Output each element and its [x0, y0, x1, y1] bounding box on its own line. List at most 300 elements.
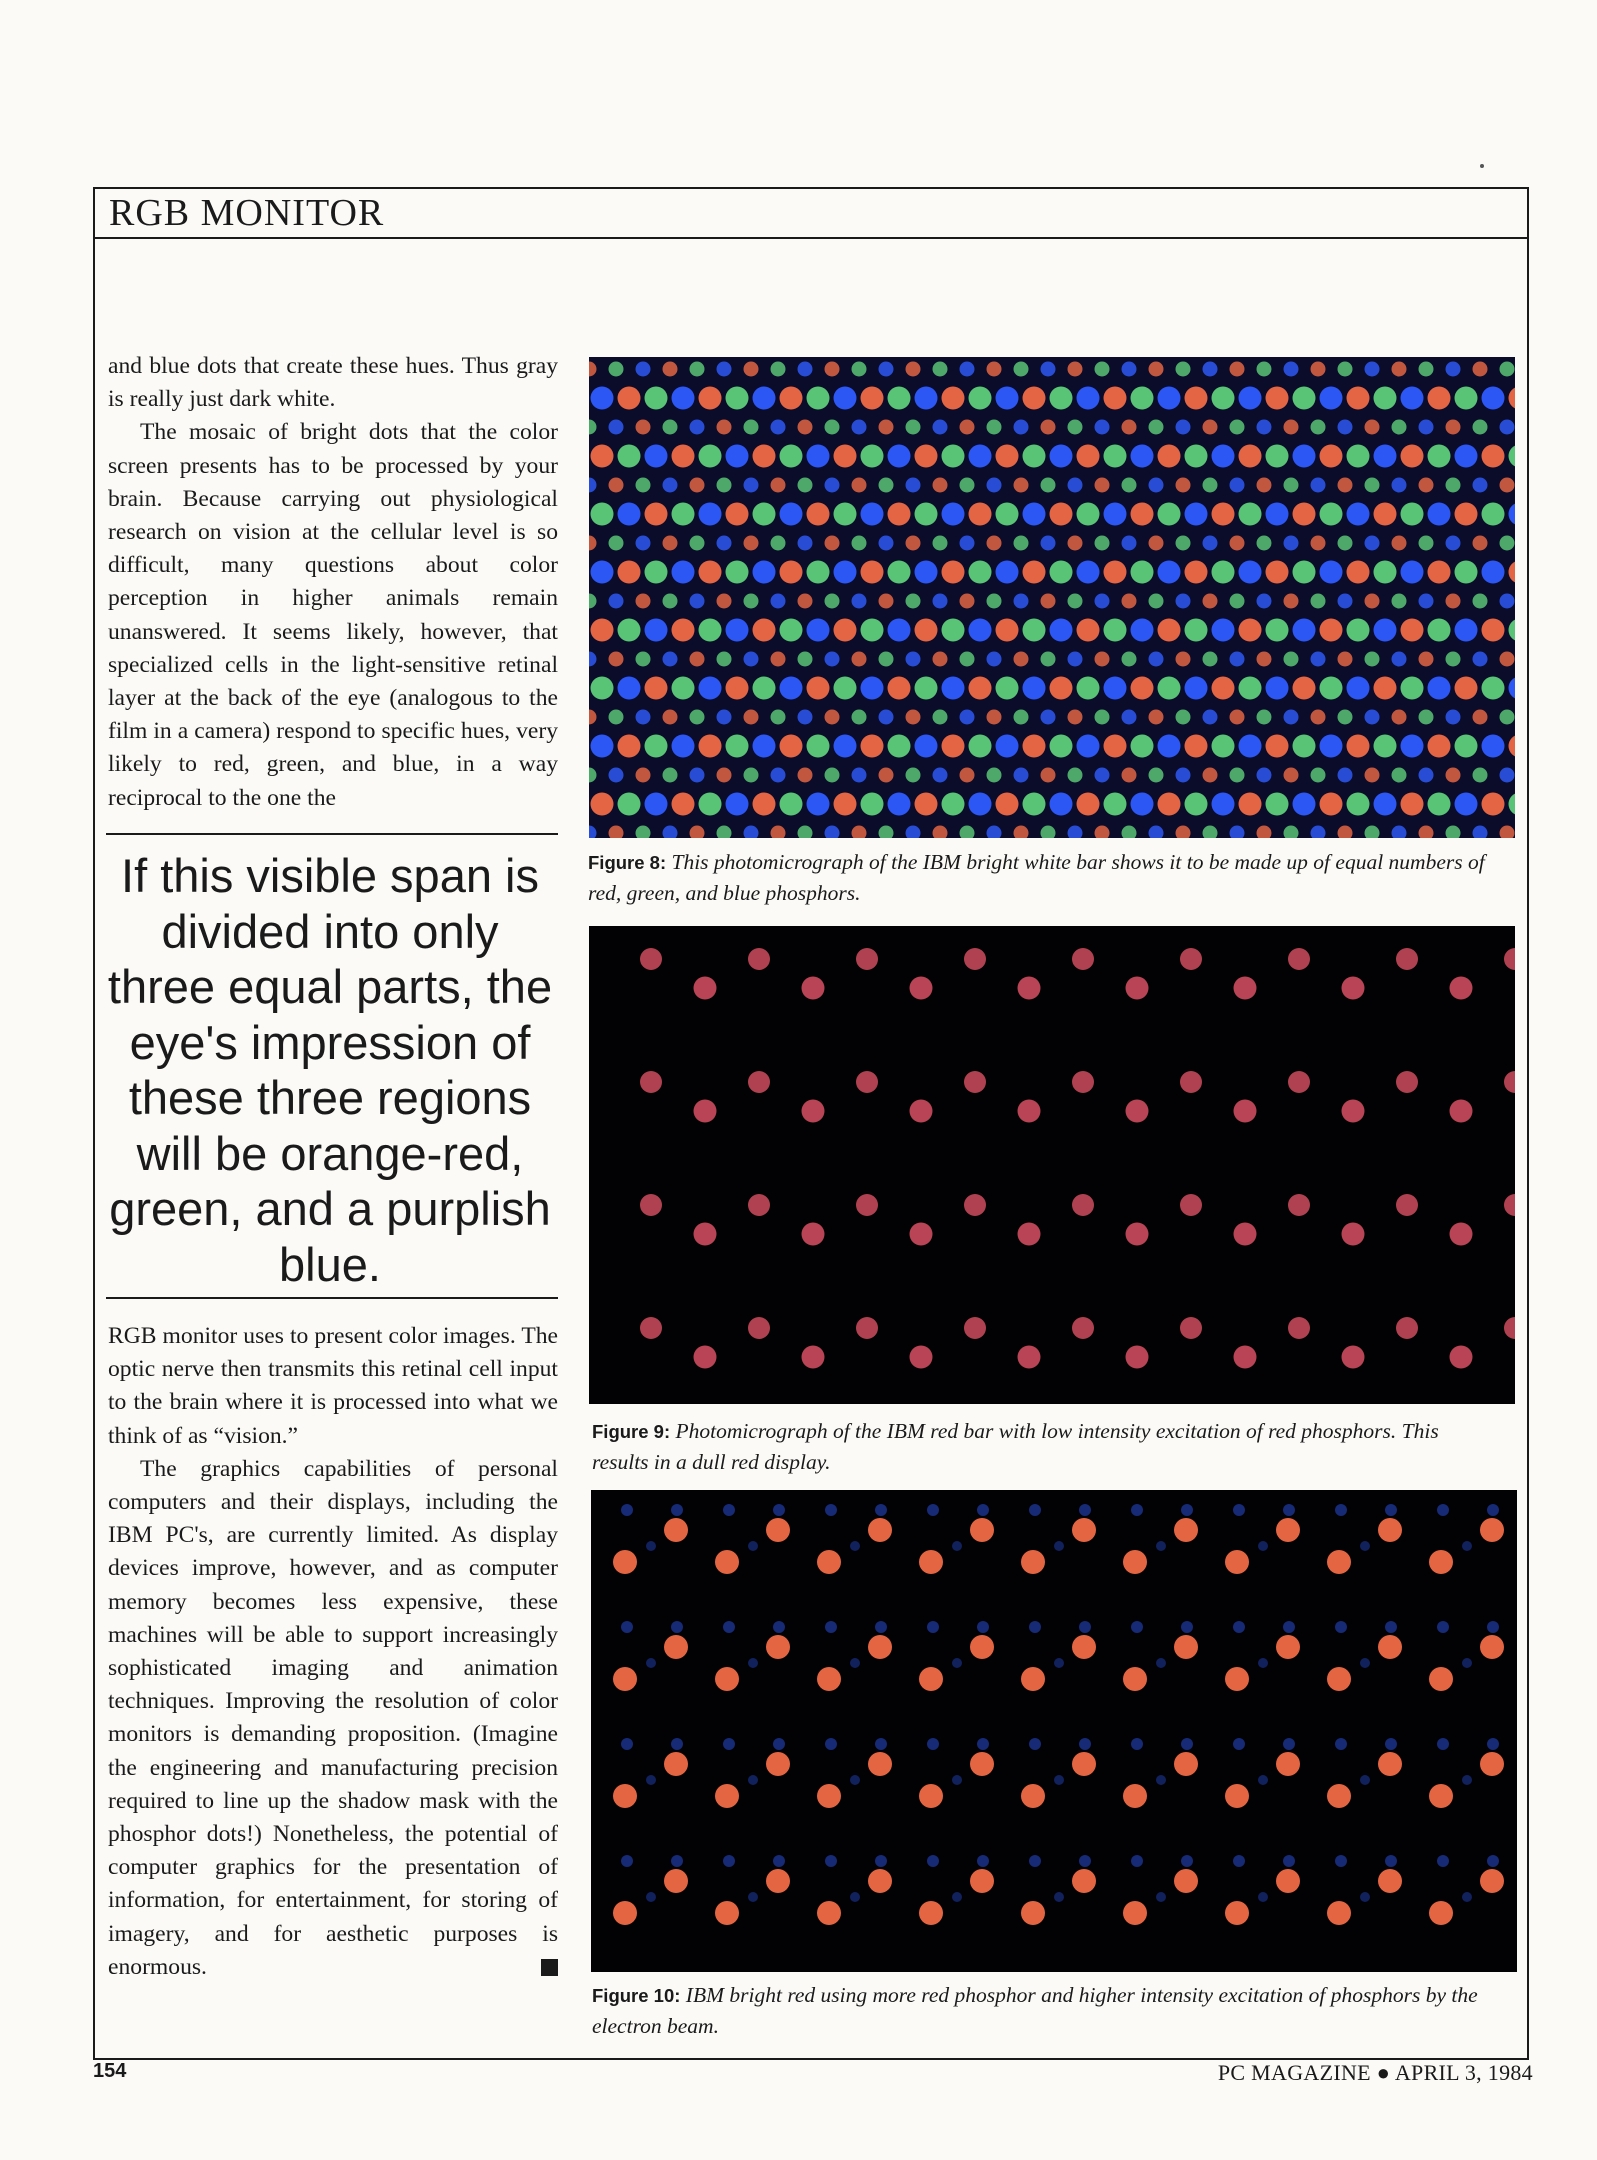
- phosphor-dot: [1230, 420, 1245, 435]
- phosphor-dot: [852, 826, 867, 839]
- phosphor-dot: [618, 387, 641, 410]
- phosphor-dot: [753, 793, 776, 816]
- phosphor-dot: [1054, 1541, 1064, 1551]
- phosphor-dot: [609, 652, 624, 667]
- phosphor-dot: [1095, 826, 1110, 839]
- phosphor-dot: [1293, 445, 1316, 468]
- phosphor-dot: [960, 594, 975, 609]
- phosphor-dot: [780, 387, 803, 410]
- phosphor-dot: [964, 1317, 986, 1339]
- phosphor-dot: [1257, 826, 1272, 839]
- phosphor-dot: [1311, 710, 1326, 725]
- phosphor-dot: [888, 387, 911, 410]
- phosphor-dot: [969, 735, 992, 758]
- phosphor-dot: [1230, 826, 1245, 839]
- phosphor-dot: [1104, 793, 1127, 816]
- phosphor-dot: [1131, 793, 1154, 816]
- phosphor-dot: [1077, 735, 1100, 758]
- phosphor-dot: [646, 1775, 656, 1785]
- phosphor-dot: [1041, 536, 1056, 551]
- phosphor-dot: [1077, 561, 1100, 584]
- phosphor-dot: [1203, 420, 1218, 435]
- phosphor-dot: [699, 619, 722, 642]
- phosphor-dot: [1311, 362, 1326, 377]
- phosphor-dot: [748, 1071, 770, 1093]
- figure-label: Figure 9:: [592, 1421, 671, 1442]
- phosphor-dot: [861, 793, 884, 816]
- phosphor-dot: [753, 619, 776, 642]
- phosphor-dot: [1181, 1504, 1193, 1516]
- phosphor-dot: [766, 1635, 790, 1659]
- phosphor-dot: [672, 387, 695, 410]
- phosphor-dot: [868, 1869, 892, 1893]
- phosphor-dot: [1509, 445, 1516, 468]
- phosphor-dot: [817, 1667, 841, 1691]
- phosphor-dot: [817, 1550, 841, 1574]
- phosphor-dot: [1385, 1504, 1397, 1516]
- phosphor-dot: [915, 793, 938, 816]
- phosphor-dot: [850, 1892, 860, 1902]
- phosphor-dot: [1225, 1667, 1249, 1691]
- phosphor-dot: [671, 1738, 683, 1750]
- phosphor-dot: [1122, 362, 1137, 377]
- phosphor-dot: [952, 1775, 962, 1785]
- phosphor-dot: [798, 710, 813, 725]
- phosphor-dot: [1126, 1223, 1149, 1246]
- paragraph: and blue dots that create these hues. Thus gray is really just dark white.: [108, 353, 558, 413]
- phosphor-dot: [1473, 826, 1488, 839]
- phosphor-dot: [1176, 536, 1191, 551]
- phosphor-dot: [1335, 1504, 1347, 1516]
- phosphor-dot: [1123, 1550, 1147, 1574]
- phosphor-dot: [645, 503, 668, 526]
- phosphor-dot: [1050, 735, 1073, 758]
- phosphor-dot: [672, 735, 695, 758]
- phosphor-dot: [888, 677, 911, 700]
- phosphor-dot: [1158, 735, 1181, 758]
- phosphor-dot: [960, 826, 975, 839]
- phosphor-dot: [825, 1504, 837, 1516]
- phosphor-dot: [1072, 1752, 1096, 1776]
- phosphor-dot: [1023, 503, 1046, 526]
- phosphor-dot: [646, 1541, 656, 1551]
- phosphor-dot: [1347, 793, 1370, 816]
- phosphor-dot: [952, 1892, 962, 1902]
- phosphor-dot: [861, 561, 884, 584]
- phosphor-dot: [879, 768, 894, 783]
- phosphor-dot: [663, 536, 678, 551]
- phosphor-dot: [861, 445, 884, 468]
- phosphor-dot: [645, 619, 668, 642]
- phosphor-dot: [690, 536, 705, 551]
- phosphor-dot: [753, 445, 776, 468]
- phosphor-dot: [664, 1635, 688, 1659]
- phosphor-dot: [1068, 594, 1083, 609]
- phosphor-dot: [1450, 1100, 1473, 1123]
- phosphor-dot: [1156, 1658, 1166, 1668]
- phosphor-dot: [726, 793, 749, 816]
- phosphor-dot: [888, 735, 911, 758]
- phosphor-dot: [1401, 503, 1424, 526]
- phosphor-dot: [1509, 387, 1516, 410]
- phosphor-dot: [1018, 1223, 1041, 1246]
- phosphor-dot: [690, 826, 705, 839]
- phosphor-dot: [1396, 1071, 1418, 1093]
- phosphor-dot: [1212, 445, 1235, 468]
- phosphor-dot: [1203, 710, 1218, 725]
- phosphor-dot: [875, 1621, 887, 1633]
- phosphor-dot: [1396, 948, 1418, 970]
- phosphor-dot: [753, 735, 776, 758]
- phosphor-dot: [1234, 977, 1257, 1000]
- phosphor-dot: [663, 420, 678, 435]
- phosphor-dot: [1149, 652, 1164, 667]
- phosphor-dot: [1342, 1223, 1365, 1246]
- phosphor-dot: [915, 561, 938, 584]
- phosphor-dot: [915, 503, 938, 526]
- phosphor-dot: [933, 594, 948, 609]
- phosphor-dot: [1428, 445, 1451, 468]
- phosphor-dot: [1185, 735, 1208, 758]
- phosphor-dot: [748, 1317, 770, 1339]
- phosphor-dot: [715, 1784, 739, 1808]
- phosphor-dot: [1077, 793, 1100, 816]
- phosphor-dot: [1023, 677, 1046, 700]
- phosphor-dot: [1284, 478, 1299, 493]
- phosphor-dot: [888, 619, 911, 642]
- phosphor-dot: [1347, 387, 1370, 410]
- phosphor-dot: [802, 977, 825, 1000]
- phosphor-dot: [780, 619, 803, 642]
- phosphor-dot: [1072, 1518, 1096, 1542]
- phosphor-dot: [852, 362, 867, 377]
- phosphor-dot: [636, 826, 651, 839]
- phosphor-dot: [1482, 561, 1505, 584]
- phosphor-dot: [1428, 503, 1451, 526]
- phosphor-dot: [933, 362, 948, 377]
- phosphor-dot: [798, 420, 813, 435]
- phosphor-dot: [1050, 677, 1073, 700]
- phosphor-dot: [1072, 1317, 1094, 1339]
- phosphor-dot: [1225, 1901, 1249, 1925]
- phosphor-dot: [1050, 793, 1073, 816]
- phosphor-dot: [1500, 768, 1515, 783]
- phosphor-dot: [663, 362, 678, 377]
- phosphor-dot: [1401, 561, 1424, 584]
- phosphor-dot: [1374, 677, 1397, 700]
- phosphor-dot: [717, 536, 732, 551]
- phosphor-dot: [1347, 677, 1370, 700]
- phosphor-dot: [699, 387, 722, 410]
- phosphor-dot: [664, 1869, 688, 1893]
- phosphor-dot: [613, 1667, 637, 1691]
- phosphor-dot: [715, 1550, 739, 1574]
- phosphor-dot: [798, 594, 813, 609]
- phosphor-dot: [1014, 536, 1029, 551]
- phosphor-dot: [1023, 387, 1046, 410]
- phosphor-dot: [621, 1855, 633, 1867]
- phosphor-dot: [1360, 1892, 1370, 1902]
- phosphor-dot: [1396, 1194, 1418, 1216]
- phosphor-dot: [1365, 710, 1380, 725]
- phosphor-dot: [766, 1518, 790, 1542]
- phosphor-dot: [1149, 768, 1164, 783]
- phosphor-dot: [960, 652, 975, 667]
- phosphor-dot: [798, 362, 813, 377]
- phosphor-dot: [591, 793, 614, 816]
- phosphor-dot: [879, 594, 894, 609]
- phosphor-dot: [1482, 793, 1505, 816]
- phosphor-dot: [1288, 1317, 1310, 1339]
- phosphor-dot: [1365, 768, 1380, 783]
- phosphor-dot: [1320, 793, 1343, 816]
- phosphor-dot: [1500, 594, 1515, 609]
- phosphor-dot: [753, 387, 776, 410]
- phosphor-dot: [834, 793, 857, 816]
- phosphor-dot: [977, 1504, 989, 1516]
- phosphor-dot: [1029, 1855, 1041, 1867]
- phosphor-dot: [717, 594, 732, 609]
- phosphor-dot: [1401, 735, 1424, 758]
- phosphor-dot: [744, 710, 759, 725]
- phosphor-dot: [748, 1194, 770, 1216]
- phosphor-dot: [1068, 536, 1083, 551]
- phosphor-dot: [1360, 1658, 1370, 1668]
- phosphor-dot: [1338, 536, 1353, 551]
- phosphor-dot: [591, 735, 614, 758]
- phosphor-dot: [748, 1892, 758, 1902]
- figure-9-photomicrograph: [589, 926, 1515, 1404]
- phosphor-dot: [1374, 735, 1397, 758]
- phosphor-dot: [1374, 503, 1397, 526]
- phosphor-dot: [618, 619, 641, 642]
- phosphor-dot: [960, 420, 975, 435]
- phosphor-dot: [1482, 677, 1505, 700]
- phosphor-dot: [807, 793, 830, 816]
- phosphor-dot: [618, 561, 641, 584]
- phosphor-dot: [960, 478, 975, 493]
- phosphor-dot: [690, 652, 705, 667]
- phosphor-dot: [1239, 445, 1262, 468]
- phosphor-dot: [1239, 735, 1262, 758]
- phosphor-dot: [1203, 536, 1218, 551]
- phosphor-dot: [1455, 503, 1478, 526]
- phosphor-dot: [1131, 735, 1154, 758]
- phosphor-dot: [888, 561, 911, 584]
- phosphor-dot: [825, 768, 840, 783]
- phosphor-dot: [915, 735, 938, 758]
- phosphor-dot: [1504, 1071, 1515, 1093]
- phosphor-dot: [987, 536, 1002, 551]
- phosphor-dot: [1338, 420, 1353, 435]
- phosphor-dot: [1311, 536, 1326, 551]
- phosphor-dot: [1311, 826, 1326, 839]
- phosphor-dot: [780, 677, 803, 700]
- phosphor-dot: [1018, 1100, 1041, 1123]
- phosphor-dot: [1176, 362, 1191, 377]
- phosphor-dot: [1068, 652, 1083, 667]
- phosphor-dot: [1311, 768, 1326, 783]
- phosphor-dot: [1079, 1855, 1091, 1867]
- phosphor-dot: [717, 478, 732, 493]
- phosphor-dot: [646, 1658, 656, 1668]
- phosphor-dot: [1288, 948, 1310, 970]
- phosphor-dot: [1257, 710, 1272, 725]
- phosphor-dot: [1437, 1504, 1449, 1516]
- phosphor-dot: [1504, 948, 1515, 970]
- phosphor-dot: [609, 826, 624, 839]
- phosphor-dot: [1500, 826, 1515, 839]
- phosphor-dot: [942, 619, 965, 642]
- section-title: RGB MONITOR: [109, 192, 385, 234]
- phosphor-dot: [964, 948, 986, 970]
- phosphor-dot: [1338, 652, 1353, 667]
- phosphor-dot: [1342, 1346, 1365, 1369]
- phosphor-dot: [798, 826, 813, 839]
- phosphor-dot: [798, 478, 813, 493]
- phosphor-dot: [969, 445, 992, 468]
- phosphor-dot: [618, 503, 641, 526]
- phosphor-dot: [996, 503, 1019, 526]
- phosphor-dot: [1095, 362, 1110, 377]
- phosphor-dot: [960, 362, 975, 377]
- phosphor-dot: [1320, 503, 1343, 526]
- phosphor-dot: [1123, 1784, 1147, 1808]
- phosphor-dot: [1258, 1541, 1268, 1551]
- phosphor-dot: [915, 445, 938, 468]
- phosphor-dot: [1041, 478, 1056, 493]
- phosphor-dot: [977, 1855, 989, 1867]
- phosphor-dot: [640, 1194, 662, 1216]
- phosphor-dot: [1473, 710, 1488, 725]
- phosphor-dot: [1149, 362, 1164, 377]
- phosphor-dot: [906, 710, 921, 725]
- phosphor-dot: [1079, 1738, 1091, 1750]
- phosphor-dot: [1123, 1901, 1147, 1925]
- phosphor-dot: [1230, 536, 1245, 551]
- phosphor-dot: [1122, 594, 1137, 609]
- phosphor-dot: [636, 420, 651, 435]
- phosphor-dot: [996, 677, 1019, 700]
- phosphor-dot: [879, 826, 894, 839]
- figure-caption-text: IBM bright red using more red phosphor and higher intensity excitation of phosphors by the electron beam.: [592, 1983, 1478, 2038]
- phosphor-dot: [636, 594, 651, 609]
- phosphor-dot: [1203, 362, 1218, 377]
- phosphor-dot: [1480, 1869, 1504, 1893]
- phosphor-dot: [726, 619, 749, 642]
- phosphor-dot: [1455, 561, 1478, 584]
- phosphor-dot: [1487, 1855, 1499, 1867]
- phosphor-dot: [645, 561, 668, 584]
- phosphor-dot: [1509, 677, 1516, 700]
- phosphor-dot: [1180, 948, 1202, 970]
- phosphor-dot: [868, 1635, 892, 1659]
- body-column-bottom: [108, 1320, 558, 1984]
- phosphor-dot: [1342, 977, 1365, 1000]
- phosphor-dot: [1203, 594, 1218, 609]
- phosphor-dot: [1385, 1855, 1397, 1867]
- phosphor-dot: [1041, 652, 1056, 667]
- phosphor-dot: [888, 503, 911, 526]
- phosphor-dot: [1509, 619, 1516, 642]
- phosphor-dot: [1462, 1775, 1472, 1785]
- phosphor-dot: [1041, 768, 1056, 783]
- phosphor-dot: [694, 1223, 717, 1246]
- phosphor-dot: [1482, 445, 1505, 468]
- phosphor-dot: [1185, 619, 1208, 642]
- phosphor-dot: [875, 1504, 887, 1516]
- phosphor-dot: [640, 1317, 662, 1339]
- phosphor-dot: [1276, 1635, 1300, 1659]
- phosphor-dot: [1180, 1071, 1202, 1093]
- phosphor-dot: [1095, 594, 1110, 609]
- phosphor-dot: [1266, 503, 1289, 526]
- phosphor-dot: [1419, 710, 1434, 725]
- speck: [1480, 164, 1484, 168]
- phosphor-dot: [1401, 387, 1424, 410]
- phosphor-dot: [1288, 1071, 1310, 1093]
- phosphor-dot: [699, 677, 722, 700]
- phosphor-dot: [834, 503, 857, 526]
- phosphor-dot: [690, 362, 705, 377]
- phosphor-dot: [1077, 387, 1100, 410]
- phosphor-dot: [1234, 1346, 1257, 1369]
- phosphor-dot: [1392, 826, 1407, 839]
- phosphor-dot: [1374, 793, 1397, 816]
- phosphor-dot: [1095, 420, 1110, 435]
- phosphor-dot: [807, 503, 830, 526]
- phosphor-dot: [1347, 735, 1370, 758]
- phosphor-dot: [1266, 619, 1289, 642]
- phosphor-dot: [906, 420, 921, 435]
- phosphor-dot: [1149, 536, 1164, 551]
- phosphor-dot: [987, 652, 1002, 667]
- phosphor-dot: [1419, 478, 1434, 493]
- phosphor-dot: [664, 1518, 688, 1542]
- phosphor-dot: [1429, 1667, 1453, 1691]
- phosphor-dot: [1419, 594, 1434, 609]
- phosphor-dot: [1338, 768, 1353, 783]
- phosphor-dot: [807, 619, 830, 642]
- phosphor-dot: [942, 677, 965, 700]
- phosphor-dot: [933, 478, 948, 493]
- phosphor-dot-pattern: [591, 1490, 1517, 1972]
- phosphor-dot: [1446, 826, 1461, 839]
- phosphor-dot: [773, 1621, 785, 1633]
- phosphor-dot: [1392, 420, 1407, 435]
- phosphor-dot: [621, 1621, 633, 1633]
- phosphor-dot: [927, 1855, 939, 1867]
- phosphor-dot: [636, 536, 651, 551]
- phosphor-dot: [1446, 652, 1461, 667]
- phosphor-dot: [663, 710, 678, 725]
- phosphor-dot: [1504, 1317, 1515, 1339]
- phosphor-dot: [636, 768, 651, 783]
- phosphor-dot: [726, 735, 749, 758]
- phosphor-dot: [852, 594, 867, 609]
- phosphor-dot: [663, 594, 678, 609]
- phosphor-dot: [1050, 445, 1073, 468]
- phosphor-dot: [1365, 420, 1380, 435]
- phosphor-dot: [1288, 1194, 1310, 1216]
- phosphor-dot: [1095, 652, 1110, 667]
- phosphor-dot: [1023, 619, 1046, 642]
- phosphor-dot: [1327, 1784, 1351, 1808]
- phosphor-dot: [1181, 1621, 1193, 1633]
- phosphor-dot: [1258, 1892, 1268, 1902]
- phosphor-dot: [1180, 1317, 1202, 1339]
- phosphor-dot: [1185, 561, 1208, 584]
